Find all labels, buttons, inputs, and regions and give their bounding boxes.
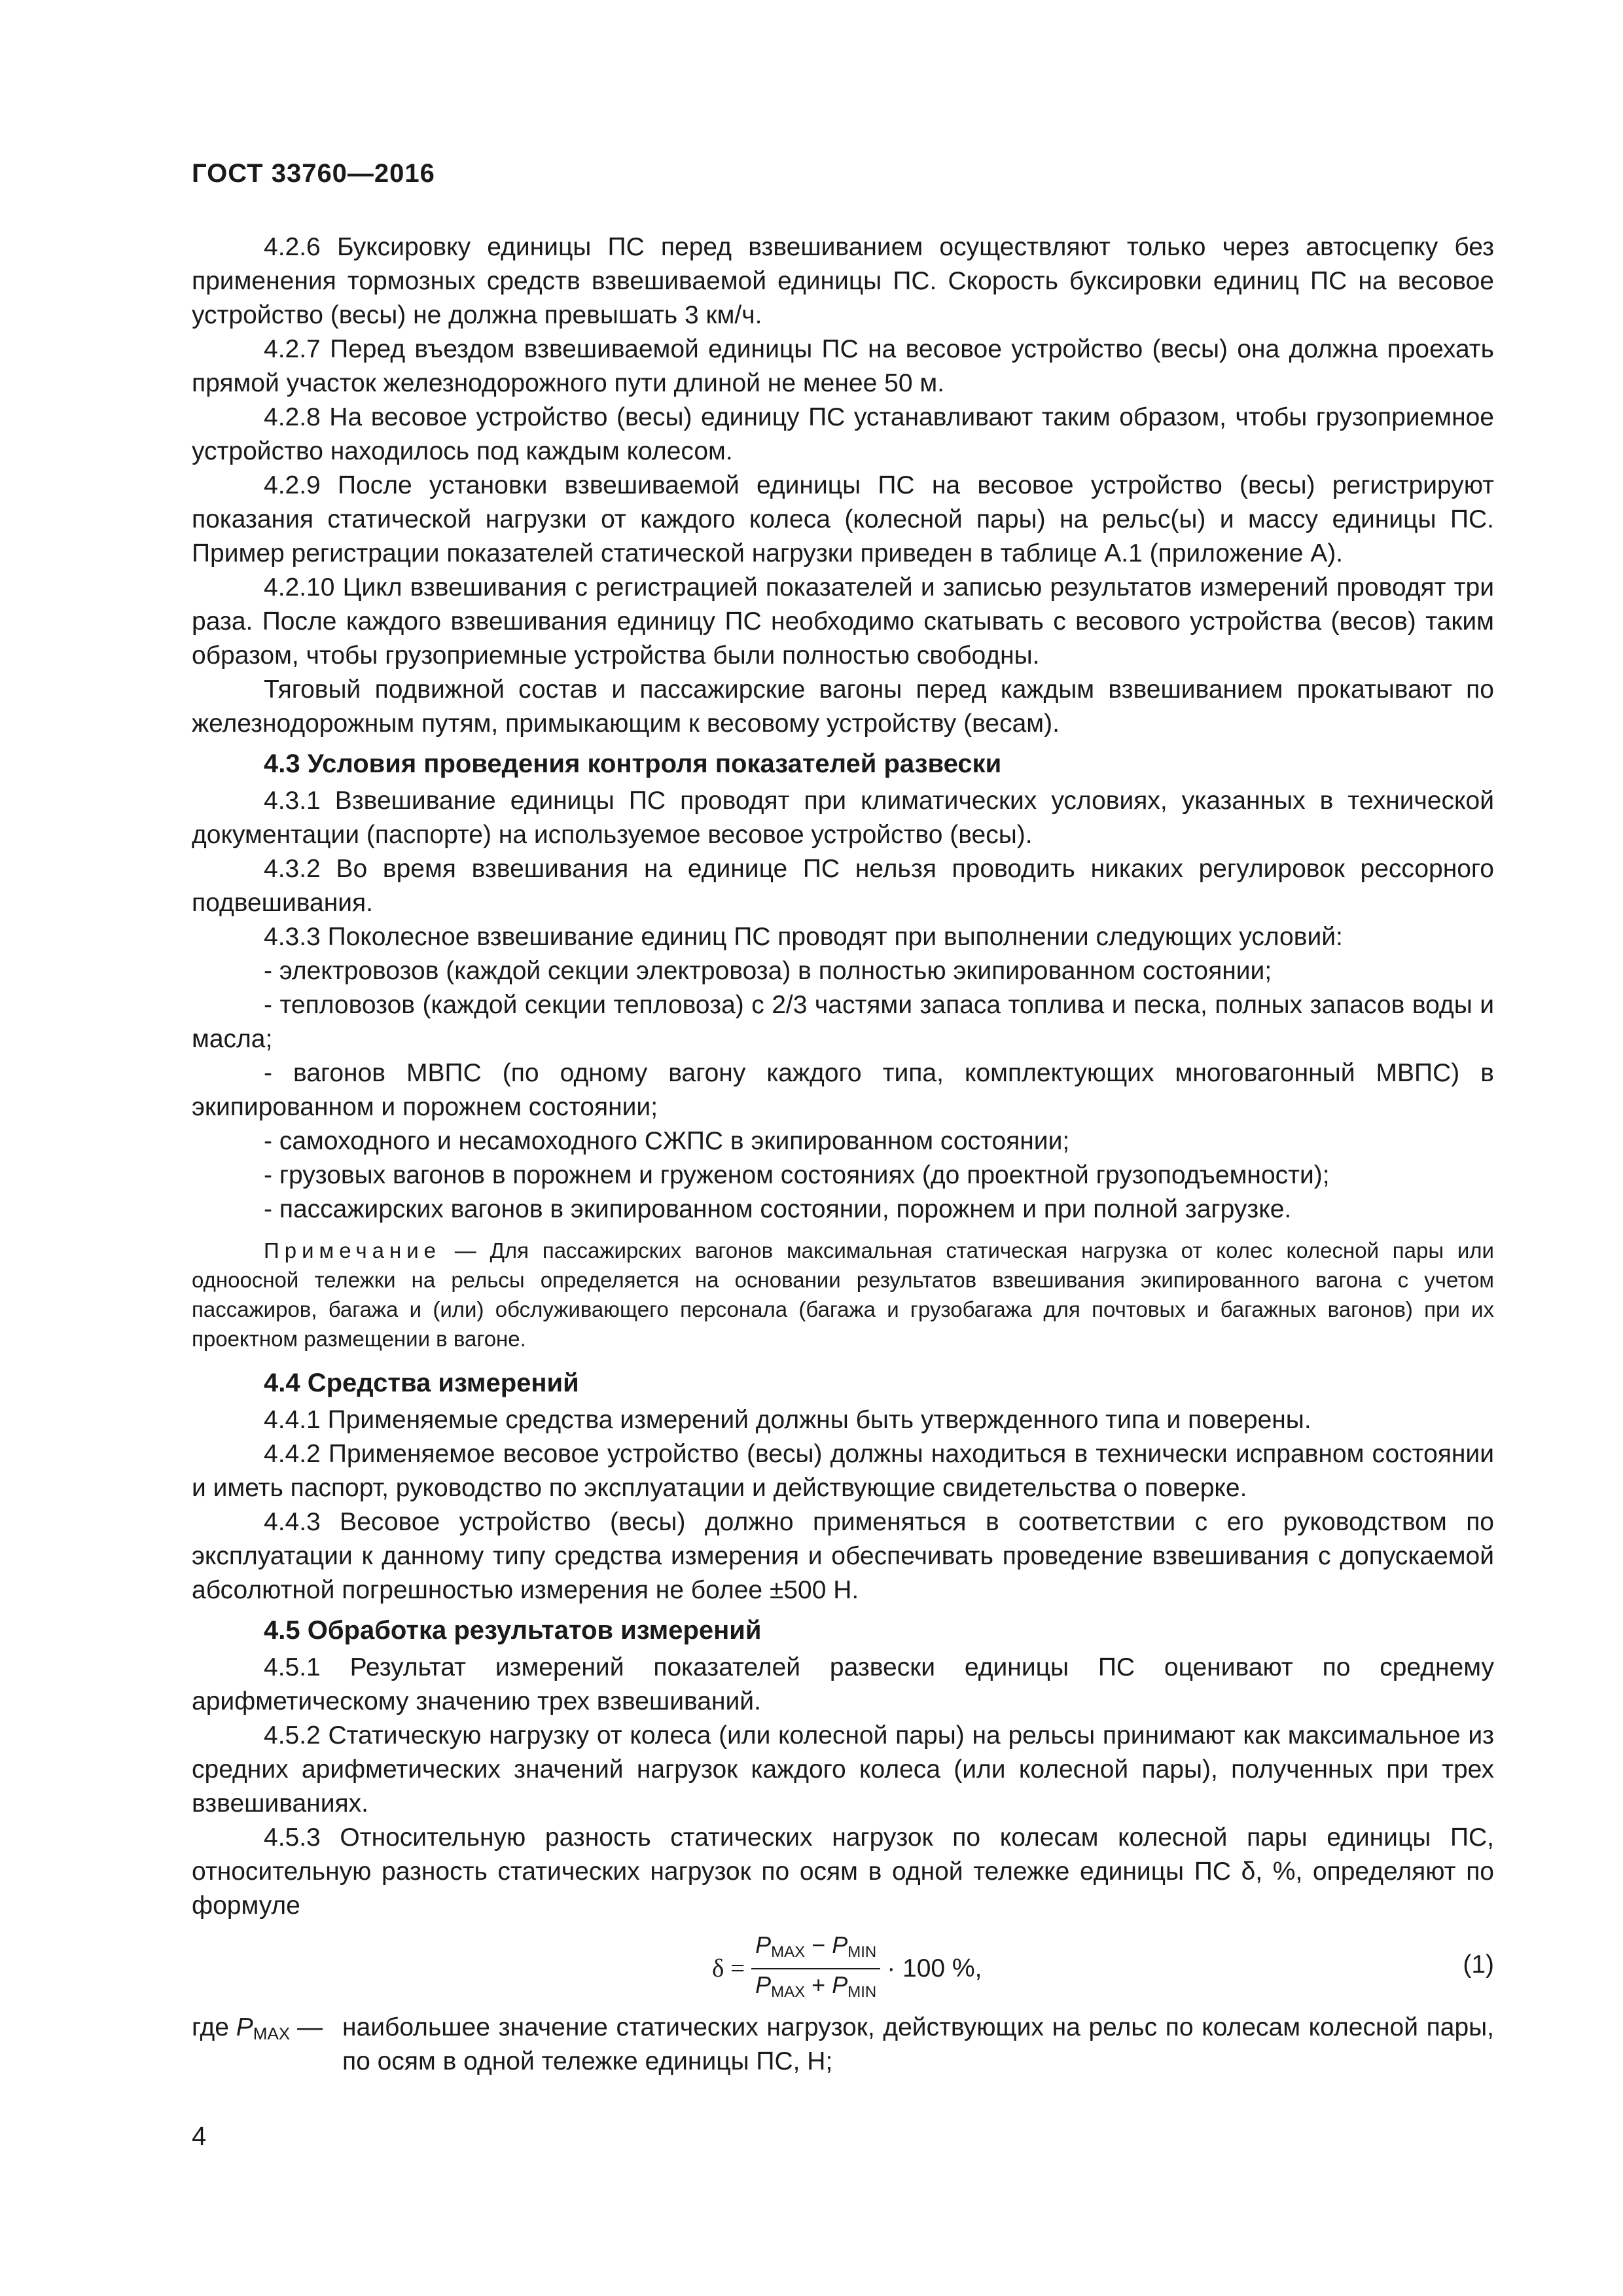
paragraph: 4.2.6 Буксировку единицы ПС перед взвешиванием осуществляют только через автосцепку без применения тормозных средств взвешиваемой единицы ПС. Скорость буксировки единиц ПС на весовое устройство (весы) не должна превышать 3 км/ч. — [192, 233, 1494, 329]
formula-fraction — [751, 1931, 880, 2007]
paragraph: - пассажирских вагонов в экипированном состоянии, порожнем и при полной загрузке. — [264, 1195, 1292, 1223]
document-body — [192, 230, 1494, 2079]
formula-denominator: $P_{MAX} + P_{MIN}$ — [755, 1971, 877, 2001]
page-number: 4 — [192, 2122, 207, 2151]
section-heading: 4.5 Обработка результатов измерений — [264, 1616, 762, 1645]
where-clause — [192, 2011, 1494, 2079]
paragraph: Тяговый подвижной состав и пассажирские вагоны перед каждым взвешиванием прокатывают по железнодорожным путям, примыкающим к весовому устройству (весам). — [192, 675, 1494, 738]
paragraph: 4.5.3 Относительную разность статических нагрузок по колесам колесной пары единицы ПС, относительную разность статических нагрузок по осям в одной тележке единицы ПС δ, %, определяют по формуле — [192, 1823, 1494, 1920]
paragraph: - грузовых вагонов в порожнем и груженом состояниях (до проектной грузоподъемности); — [264, 1161, 1330, 1189]
paragraph: - электровозов (каждой секции электровоза) в полностью экипированном состоянии; — [264, 957, 1272, 985]
note-label: Примечание — [264, 1238, 442, 1263]
note-text: — Для пассажирских вагонов максимальная статическая нагрузка от колес колесной пары или одноосной тележки на рельсы определяется на основании результатов взвешивания экипированного вагона с учетом пассажиров, багажа и (или) обслуживающего персонала (багажа и грузобагажа для почтовых и багажных вагонов) при их проектном размещении в вагоне. — [192, 1238, 1494, 1351]
paragraph: 4.3.2 Во время взвешивания на единице ПС нельзя проводить никаких регулировок рессорного подвешивания. — [192, 855, 1494, 917]
paragraph: 4.2.10 Цикл взвешивания с регистрацией показателей и записью результатов измерений проводят три раза. После каждого взвешивания единицу ПС необходимо скатывать с весового устройства (весов) таким образом, чтобы грузоприемные устройства были полностью свободны. — [192, 573, 1494, 670]
text-blocks — [192, 230, 1494, 1923]
paragraph: 4.3.3 Поколесное взвешивание единиц ПС проводят при выполнении следующих условий: — [264, 923, 1343, 951]
paragraph: - самоходного и несамоходного СЖПС в экипированном состоянии; — [264, 1127, 1070, 1155]
paragraph: 4.2.9 После установки взвешиваемой единицы ПС на весовое устройство (весы) регистрируют показания статической нагрузки от каждого колеса (колесной пары) на рельс(ы) и массу единицы ПС. Пример регистрации показателей статической нагрузки приведен в таблице А.1 (приложение А). — [192, 471, 1494, 567]
where-lead: где $P_{MAX}$ — — [192, 2013, 323, 2043]
formula-row — [192, 1931, 1494, 1999]
formula-1 — [712, 1931, 982, 2007]
paragraph: 4.5.1 Результат измерений показателей развески единицы ПС оценивают по среднему арифметическому значению трех взвешиваний. — [192, 1653, 1494, 1715]
paragraph: 4.3.1 Взвешивание единицы ПС проводят при климатических условиях, указанных в технической документации (паспорте) на используемое весовое устройство (весы). — [192, 787, 1494, 849]
paragraph: 4.4.2 Применяемое весовое устройство (весы) должны находиться в технически исправном состоянии и иметь паспорт, руководство по эксплуатации и действующие свидетельства о поверке. — [192, 1440, 1494, 1502]
section-heading: 4.4 Средства измерений — [264, 1369, 579, 1397]
document-header: ГОСТ 33760—2016 — [192, 159, 435, 188]
formula-numerator: $P_{MAX} - P_{MIN}$ — [751, 1931, 880, 1969]
paragraph: 4.4.3 Весовое устройство (весы) должно применяться в соответствии с его руководством по эксплуатации к данному типу средства измерения и обеспечивать проведение взвешивания с допускаемой абсолютной погрешностью измерения не более ±500 Н. — [192, 1508, 1494, 1604]
paragraph: - тепловозов (каждой секции тепловоза) с 2/3 частями запаса топлива и песка, полных запасов воды и масла; — [192, 991, 1494, 1053]
formula-tail: · 100 %, — [887, 1954, 982, 1982]
formula-lhs: δ = — [712, 1954, 745, 1982]
paragraph: 4.5.2 Статическую нагрузку от колеса (или колесной пары) на рельсы принимают как максимальное из средних арифметических значений нагрузок каждого колеса (или колесной пары), полученных при трех взвешиваниях. — [192, 1721, 1494, 1818]
paragraph: 4.2.8 На весовое устройство (весы) единицу ПС устанавливают таким образом, чтобы грузоприемное устройство находилось под каждым колесом. — [192, 403, 1494, 465]
paragraph: 4.2.7 Перед въездом взвешиваемой единицы ПС на весовое устройство (весы) она должна проехать прямой участок железнодорожного пути длиной не менее 50 м. — [192, 335, 1494, 397]
equation-number: (1) — [1463, 1950, 1494, 1979]
paragraph: 4.4.1 Применяемые средства измерений должны быть утвержденного типа и поверены. — [264, 1406, 1311, 1434]
paragraph: - вагонов МВПС (по одному вагону каждого типа, комплектующих многовагонный МВПС) в экипированном и порожнем состоянии; — [192, 1059, 1494, 1121]
where-description: наибольшее значение статических нагрузок, действующих на рельс по колесам колесной пары, по осям в одной тележке единицы ПС, Н; — [342, 2013, 1494, 2075]
note — [192, 1236, 1494, 1354]
section-heading: 4.3 Условия проведения контроля показателей развески — [264, 749, 1002, 778]
